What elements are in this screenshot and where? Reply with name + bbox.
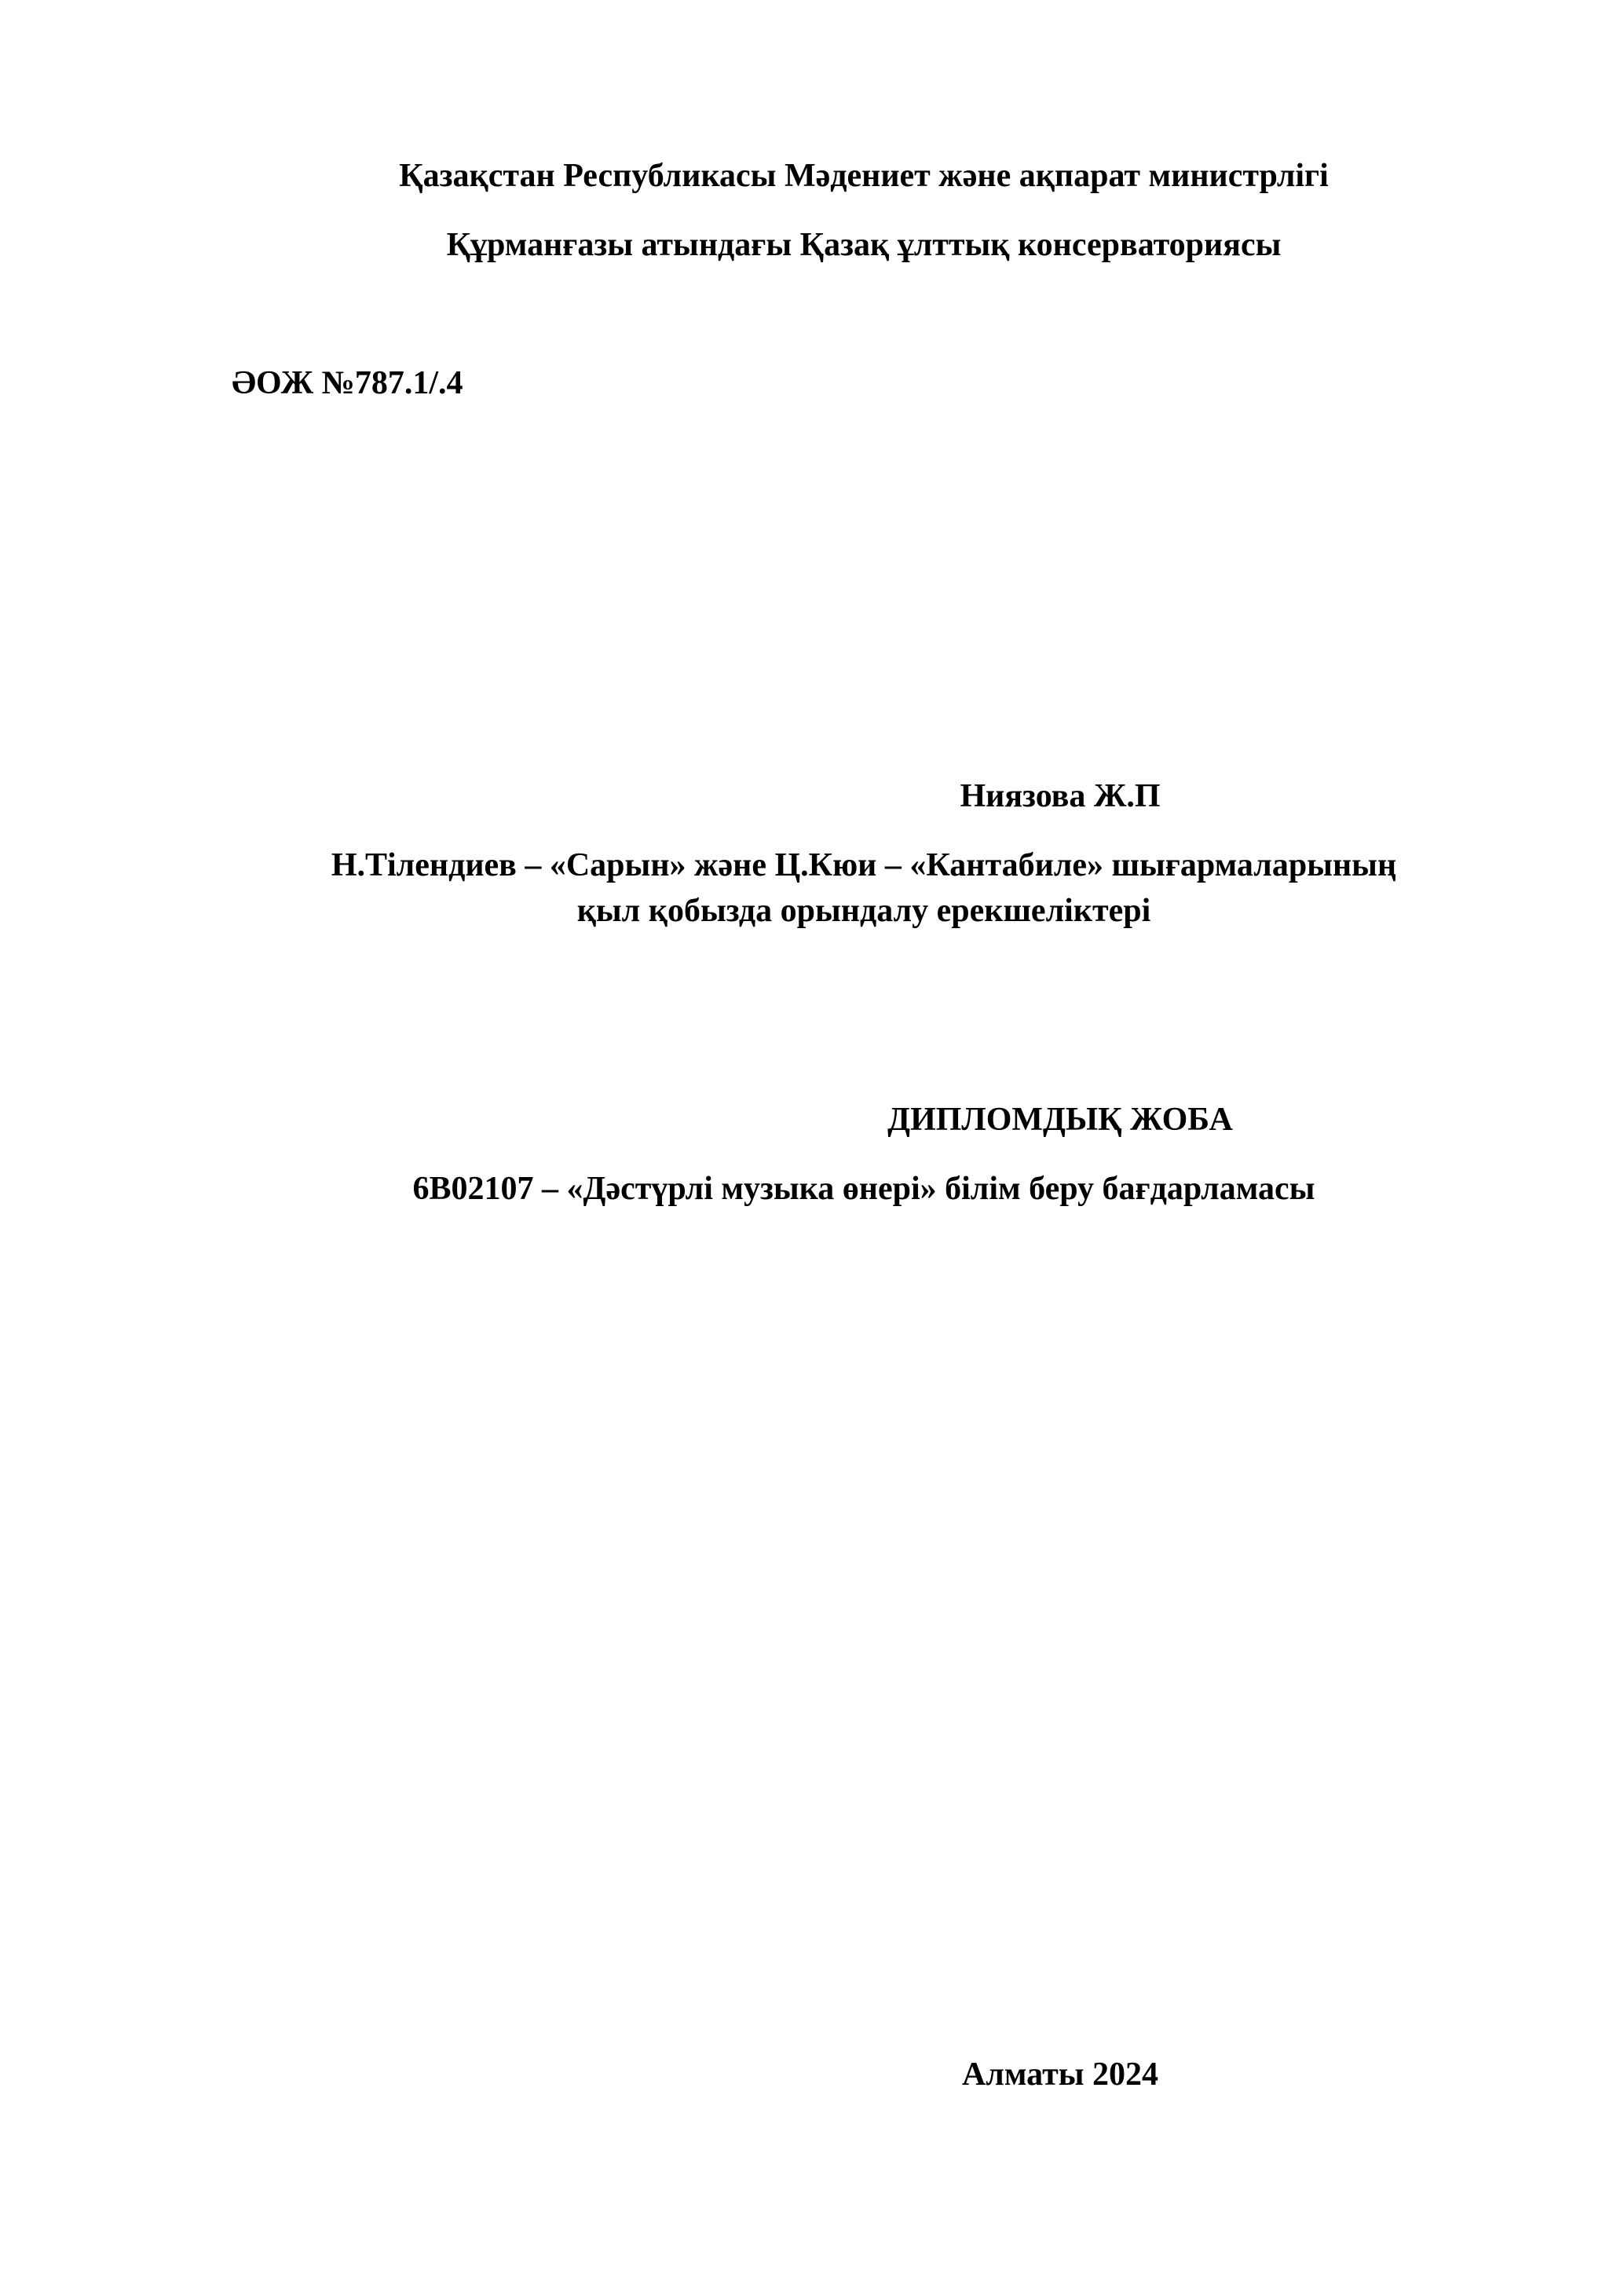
udc-code: ӘОЖ №787.1/.4	[232, 365, 463, 401]
education-program: 6В02107 – «Дәстүрлі музыка өнері» білім беру бағдарламасы	[412, 1171, 1315, 1207]
author-name: Ниязова Ж.П	[960, 778, 1161, 814]
thesis-title-line-1: Н.Тілендиев – «Сарын» және Ц.Кюи – «Кантабиле» шығармаларының	[331, 847, 1397, 883]
city-year: Алматы 2024	[961, 2057, 1159, 2093]
document-type: ДИПЛОМДЫҚ ЖОБА	[887, 1102, 1233, 1138]
ministry-name: Қазақстан Республикасы Мәдениет және ақпарат министрлігі	[399, 158, 1329, 194]
conservatory-name: Құрманғазы атындағы Қазақ ұлттық консерваториясы	[446, 227, 1282, 263]
thesis-title-line-2: қыл қобызда орындалу ерекшеліктері	[576, 893, 1151, 929]
